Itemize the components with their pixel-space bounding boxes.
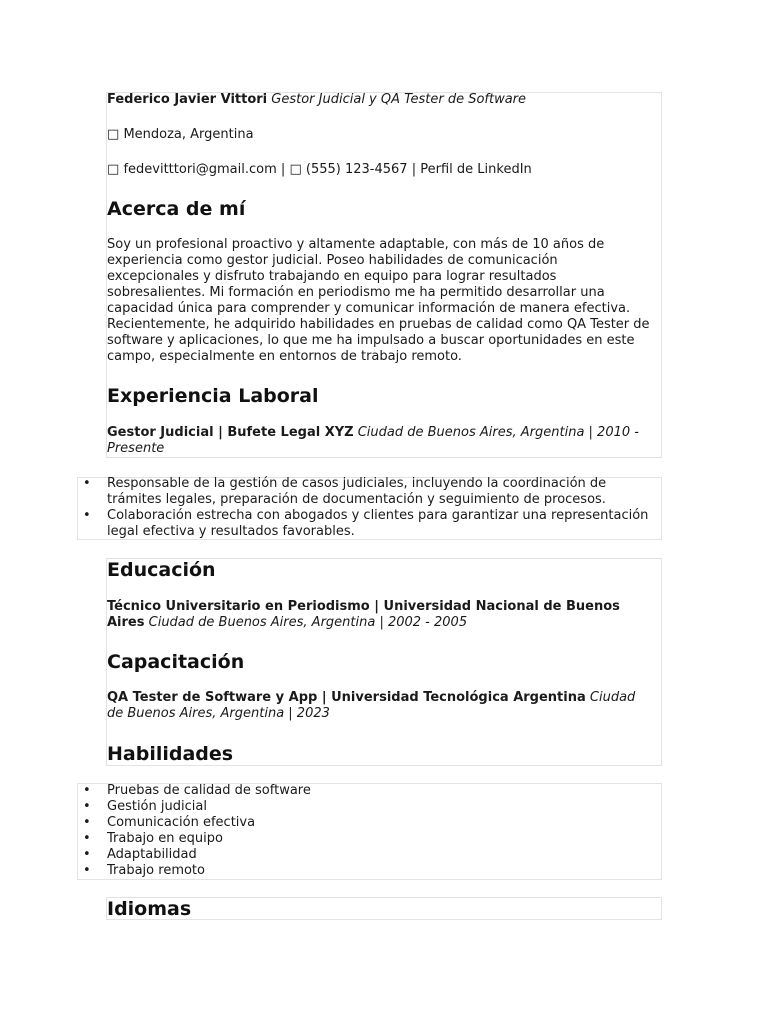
phone-icon: □ xyxy=(289,162,302,177)
degree-line xyxy=(107,615,467,631)
bullet-icon: • xyxy=(83,783,91,798)
about-line: sobresalientes. Mi formación en periodismo me ha permitido desarrollar una xyxy=(107,285,605,300)
contact-line xyxy=(107,162,532,178)
bullet-icon: • xyxy=(83,847,91,862)
email-text[interactable]: fedevitttori@gmail.com xyxy=(123,162,277,177)
candidate-headline: Gestor Judicial y QA Tester de Software xyxy=(271,92,527,107)
about-line: campo, especialmente en entornos de trabajo remoto. xyxy=(107,349,462,364)
list-item xyxy=(80,863,311,879)
about-line: Recientemente, he adquirido habilidades en pruebas de calidad como QA Tester de xyxy=(107,317,650,332)
experience-bullet-list xyxy=(80,476,648,540)
list-item xyxy=(80,476,648,508)
course-meta: Ciudad xyxy=(589,690,636,705)
header-line xyxy=(107,92,526,108)
about-line: experiencia como gestor judicial. Poseo habilidades de comunicación xyxy=(107,253,558,268)
location-icon: □ xyxy=(107,127,120,142)
list-item xyxy=(80,815,311,831)
skills-heading: Habilidades xyxy=(107,743,234,765)
location-line xyxy=(107,127,254,143)
list-item-text: trámites legales, preparación de documentación y seguimiento de procesos. xyxy=(107,492,606,507)
about-line: excepcionales y disfruto trabajando en equipo para lograr resultados xyxy=(107,269,557,284)
training-heading: Capacitación xyxy=(107,651,245,673)
list-item-text: Colaboración estrecha con abogados y clientes para garantizar una representación xyxy=(107,508,649,523)
skill-label: Adaptabilidad xyxy=(107,847,197,862)
bullet-icon: • xyxy=(83,815,91,830)
job-meta: Ciudad de Buenos Aires, Argentina | 2010 - xyxy=(357,425,639,440)
contact-separator: | xyxy=(280,162,286,177)
list-item xyxy=(80,508,648,540)
location-text: Mendoza, Argentina xyxy=(123,127,254,142)
skills-list xyxy=(80,783,311,879)
about-heading: Acerca de mí xyxy=(107,198,246,220)
course-meta-continued: de Buenos Aires, Argentina | 2023 xyxy=(107,706,330,721)
course-title: QA Tester de Software y App | Universidad Tecnológica Argentina xyxy=(107,690,586,705)
linkedin-link[interactable]: Perfil de LinkedIn xyxy=(420,162,532,177)
skill-label: Gestión judicial xyxy=(107,799,207,814)
skill-label: Trabajo remoto xyxy=(107,863,205,878)
about-line: capacidad única para comprender y comunicar información de manera efectiva. xyxy=(107,301,631,316)
about-line: Soy un profesional proactivo y altamente adaptable, con más de 10 años de xyxy=(107,237,605,252)
course-line xyxy=(107,690,635,706)
list-item xyxy=(80,783,311,799)
bullet-icon: • xyxy=(83,831,91,846)
experience-heading: Experiencia Laboral xyxy=(107,385,319,407)
email-icon: □ xyxy=(107,162,120,177)
bullet-icon: • xyxy=(83,863,91,878)
list-item-text: Responsable de la gestión de casos judiciales, incluyendo la coordinación de xyxy=(107,476,607,491)
job-meta-continued: Presente xyxy=(107,441,165,456)
bullet-icon: • xyxy=(83,508,91,523)
phone-text: (555) 123-4567 xyxy=(305,162,408,177)
list-item-text: legal efectiva y resultados favorables. xyxy=(107,524,355,539)
bullet-icon: • xyxy=(83,476,91,491)
degree-title: Técnico Universitario en Periodismo | Universidad Nacional de Buenos xyxy=(107,599,620,614)
contact-separator: | xyxy=(411,162,417,177)
about-line: software y aplicaciones, lo que me ha impulsado a buscar oportunidades en este xyxy=(107,333,635,348)
degree-meta: Ciudad de Buenos Aires, Argentina | 2002 - 2005 xyxy=(148,615,468,630)
education-heading: Educación xyxy=(107,559,216,581)
job-line xyxy=(107,425,639,441)
list-item xyxy=(80,799,311,815)
bullet-icon: • xyxy=(83,799,91,814)
list-item xyxy=(80,847,311,863)
about-paragraph xyxy=(107,237,663,365)
candidate-name: Federico Javier Vittori xyxy=(107,92,268,107)
skill-label: Trabajo en equipo xyxy=(107,831,223,846)
list-item xyxy=(80,831,311,847)
degree-title-continued: Aires xyxy=(107,615,145,630)
skill-label: Pruebas de calidad de software xyxy=(107,783,311,798)
job-title: Gestor Judicial | Bufete Legal XYZ xyxy=(107,425,354,440)
languages-heading: Idiomas xyxy=(107,898,192,920)
skill-label: Comunicación efectiva xyxy=(107,815,256,830)
